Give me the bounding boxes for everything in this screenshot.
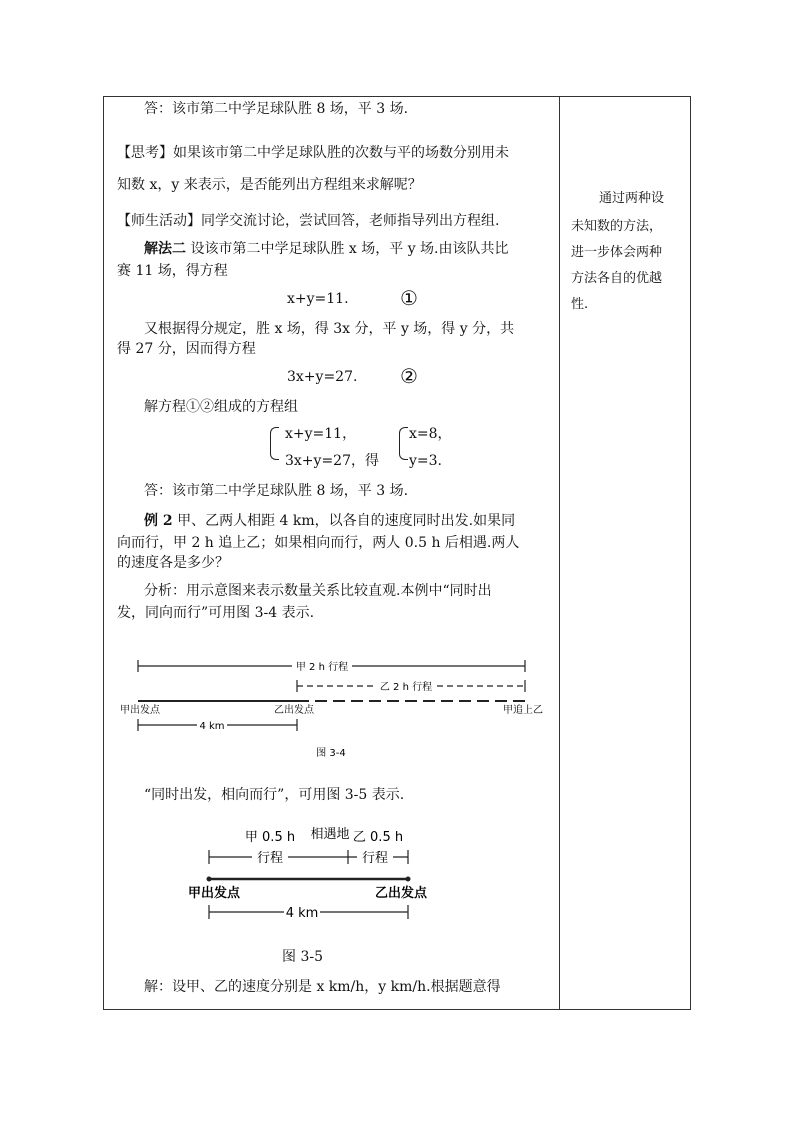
think-line-2: 知数 x，y 来表示，是否能列出方程组来求解呢？	[117, 177, 422, 193]
method2-label: 解法二	[144, 241, 186, 257]
side-note-2: 未知数的方法，	[571, 219, 663, 234]
equation-2-mark: ②	[400, 364, 418, 388]
solution-line: 解：设甲、乙的速度分别是 x km/h，y km/h.根据题意得	[144, 979, 501, 995]
fig5-caption: 图 3-5	[282, 949, 323, 965]
system-eq-2: 3x+y=27，得	[285, 453, 379, 469]
answer-line-2: 答：该市第二中学足球队胜 8 场，平 3 场.	[144, 483, 409, 499]
fig5-left-bottom: 行程	[256, 851, 284, 866]
fig4-caption: 图 3-4	[316, 748, 346, 759]
fig4-end-label: 甲追上乙	[503, 705, 543, 716]
system-brace-bottom	[270, 443, 279, 460]
side-note-5: 性.	[571, 297, 589, 312]
fig5-start-dot	[207, 877, 212, 882]
figure-3-4	[104, 645, 559, 765]
equation-1-mark: ①	[400, 286, 418, 310]
score-line-1: 又根据得分规定，胜 x 场，得 3x 分，平 y 场，得 y 分，共	[144, 321, 515, 337]
fig5-start-label: 甲出发点	[187, 886, 241, 901]
method2-text: 设该市第二中学足球队胜 x 场，平 y 场.由该队共比	[186, 241, 509, 257]
fig4-b-label: 乙出发点	[274, 705, 314, 716]
example-line-1	[144, 511, 515, 531]
fig5-right-top: 乙 0.5 h	[352, 830, 404, 845]
solution-brace-bottom	[399, 443, 408, 460]
side-note-4: 方法各自的优越	[571, 271, 663, 286]
equation-1: x+y=11.	[287, 291, 349, 307]
side-note-1: 通过两种设	[599, 191, 665, 206]
solution-x: x=8，	[409, 426, 452, 442]
solution-brace-top	[399, 427, 408, 444]
fig5-end-label: 乙出发点	[374, 886, 428, 901]
fig4-mid-label: 乙 2 h 行程	[379, 682, 433, 693]
main-column	[104, 97, 559, 1009]
solve-line: 解方程①②组成的方程组	[144, 399, 298, 415]
fig4-dist-label: 4 km	[199, 721, 225, 732]
analysis-line-1: 分析：用示意图来表示数量关系比较直观.本例中“同时出	[144, 583, 492, 599]
equation-2: 3x+y=27.	[287, 369, 358, 385]
analysis-line-3: “同时出发，相向而行”，可用图 3-5 表示.	[144, 787, 405, 803]
figure-3-5	[104, 817, 559, 947]
fig5-right-bottom: 行程	[361, 851, 389, 866]
example-text: 甲、乙两人相距 4 km，以各自的速度同时出发.如果同	[172, 513, 516, 529]
system-eq-1: x+y=11，	[285, 426, 357, 442]
side-column	[560, 97, 691, 1009]
side-note-3: 进一步体会两种	[571, 245, 663, 260]
method2-line-2: 赛 11 场，得方程	[117, 263, 228, 279]
fig5-end-dot	[406, 877, 411, 882]
system-brace-top	[270, 427, 279, 444]
activity-line: 【师生活动】同学交流讨论，尝试回答，老师指导列出方程组.	[117, 213, 500, 229]
fig4-top-label: 甲 2 h 行程	[295, 662, 349, 673]
example-line-2: 向而行，甲 2 h 追上乙；如果相向而行，两人 0.5 h 后相遇.两人	[117, 535, 520, 551]
score-line-2: 得 27 分，因而得方程	[117, 341, 256, 357]
solution-y: y=3.	[409, 453, 442, 469]
answer-line: 答：该市第二中学足球队胜 8 场，平 3 场.	[144, 101, 409, 117]
fig5-dist-label: 4 km	[285, 906, 319, 921]
analysis-line-2: 发，同向而行”可用图 3-4 表示.	[117, 605, 315, 621]
fig4-start-label: 甲出发点	[120, 705, 160, 716]
fig5-meet: 相遇地	[310, 827, 350, 842]
method2-line	[144, 239, 509, 259]
example-line-3: 的速度各是多少？	[117, 555, 229, 571]
fig5-left-top: 甲 0.5 h	[244, 830, 296, 845]
example-label: 例 2	[144, 513, 173, 529]
think-line-1: 【思考】如果该市第二中学足球队胜的次数与平的场数分别用未	[117, 145, 509, 161]
lesson-table	[103, 96, 691, 1010]
